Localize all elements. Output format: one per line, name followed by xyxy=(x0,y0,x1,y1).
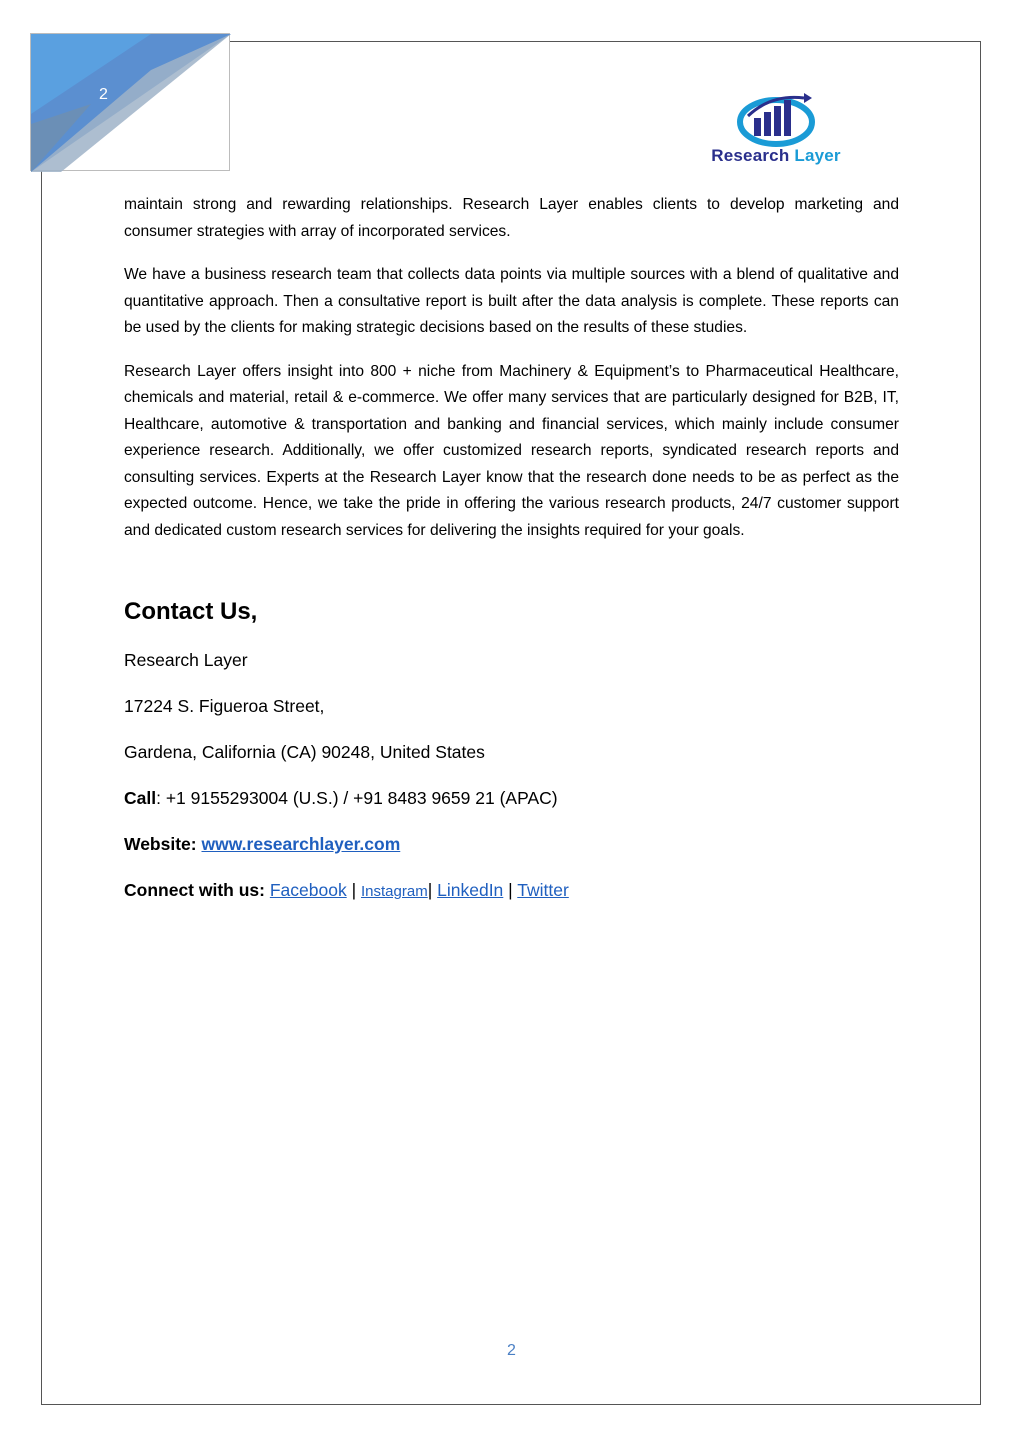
website-link[interactable]: www.researchlayer.com xyxy=(201,834,401,854)
logo-word-research: Research xyxy=(711,146,790,165)
contact-heading: Contact Us, xyxy=(124,598,258,625)
research-layer-logo xyxy=(686,92,866,170)
bar-chart-globe-icon xyxy=(686,92,866,150)
contact-city: Gardena, California (CA) 90248, United States xyxy=(124,742,485,762)
footer-page-number: 2 xyxy=(507,1342,516,1359)
linkedin-link[interactable]: LinkedIn xyxy=(437,880,504,900)
connect-label: Connect with us: xyxy=(124,880,265,900)
contact-company: Research Layer xyxy=(124,650,248,670)
contact-street: 17224 S. Figueroa Street, xyxy=(124,696,325,716)
paragraph-1: maintain strong and rewarding relationships. Research Layer enables clients to develop marketing and consumer strategies with array of incorporated services. xyxy=(124,196,899,240)
facebook-link[interactable]: Facebook xyxy=(269,880,347,900)
social-separator: | xyxy=(427,880,433,900)
social-separator: | xyxy=(508,880,513,900)
logo-wordmark xyxy=(686,146,866,166)
call-value: : +1 9155293004 (U.S.) / +91 8483 9659 21 (APAC) xyxy=(156,788,558,808)
document-body xyxy=(124,192,899,926)
contact-social xyxy=(124,878,899,904)
website-label: Website: xyxy=(124,834,197,854)
corner-triangle-graphic xyxy=(31,34,231,172)
header-page-number: 2 xyxy=(99,86,108,103)
instagram-link[interactable]: Instagram xyxy=(361,883,428,900)
page-corner-decoration xyxy=(30,33,230,171)
twitter-link[interactable]: Twitter xyxy=(517,880,569,900)
contact-website xyxy=(124,832,899,856)
paragraph-3: Research Layer offers insight into 800 + niche from Machinery & Equipment’s to Pharmaceutical Healthcare, chemicals and material, retail & e-commerce. We offer many services that are particularly designed for B2B, IT, Healthcare, automotive & transportation and banking and financial services, which mainly include consumer experience research. Additionally, we offer customized research reports, syndicated research reports and consulting services. Experts at the Research Layer know that the research done needs to be as perfect as the expected outcome. Hence, we take the pride in offering the various research products, 24/7 customer support and dedicated custom research services for delivering the insights required for your goals. xyxy=(124,362,899,539)
social-separator: | xyxy=(351,880,357,900)
logo-word-layer: Layer xyxy=(794,146,841,165)
paragraph-2: We have a business research team that collects data points via multiple sources with a blend of qualitative and quantitative approach. Then a consultative report is built after the data analysis is complete. These reports can be used by the clients for making strategic decisions based on the results of these studies. xyxy=(124,266,899,336)
contact-call xyxy=(124,786,899,810)
call-label: Call xyxy=(124,788,157,808)
